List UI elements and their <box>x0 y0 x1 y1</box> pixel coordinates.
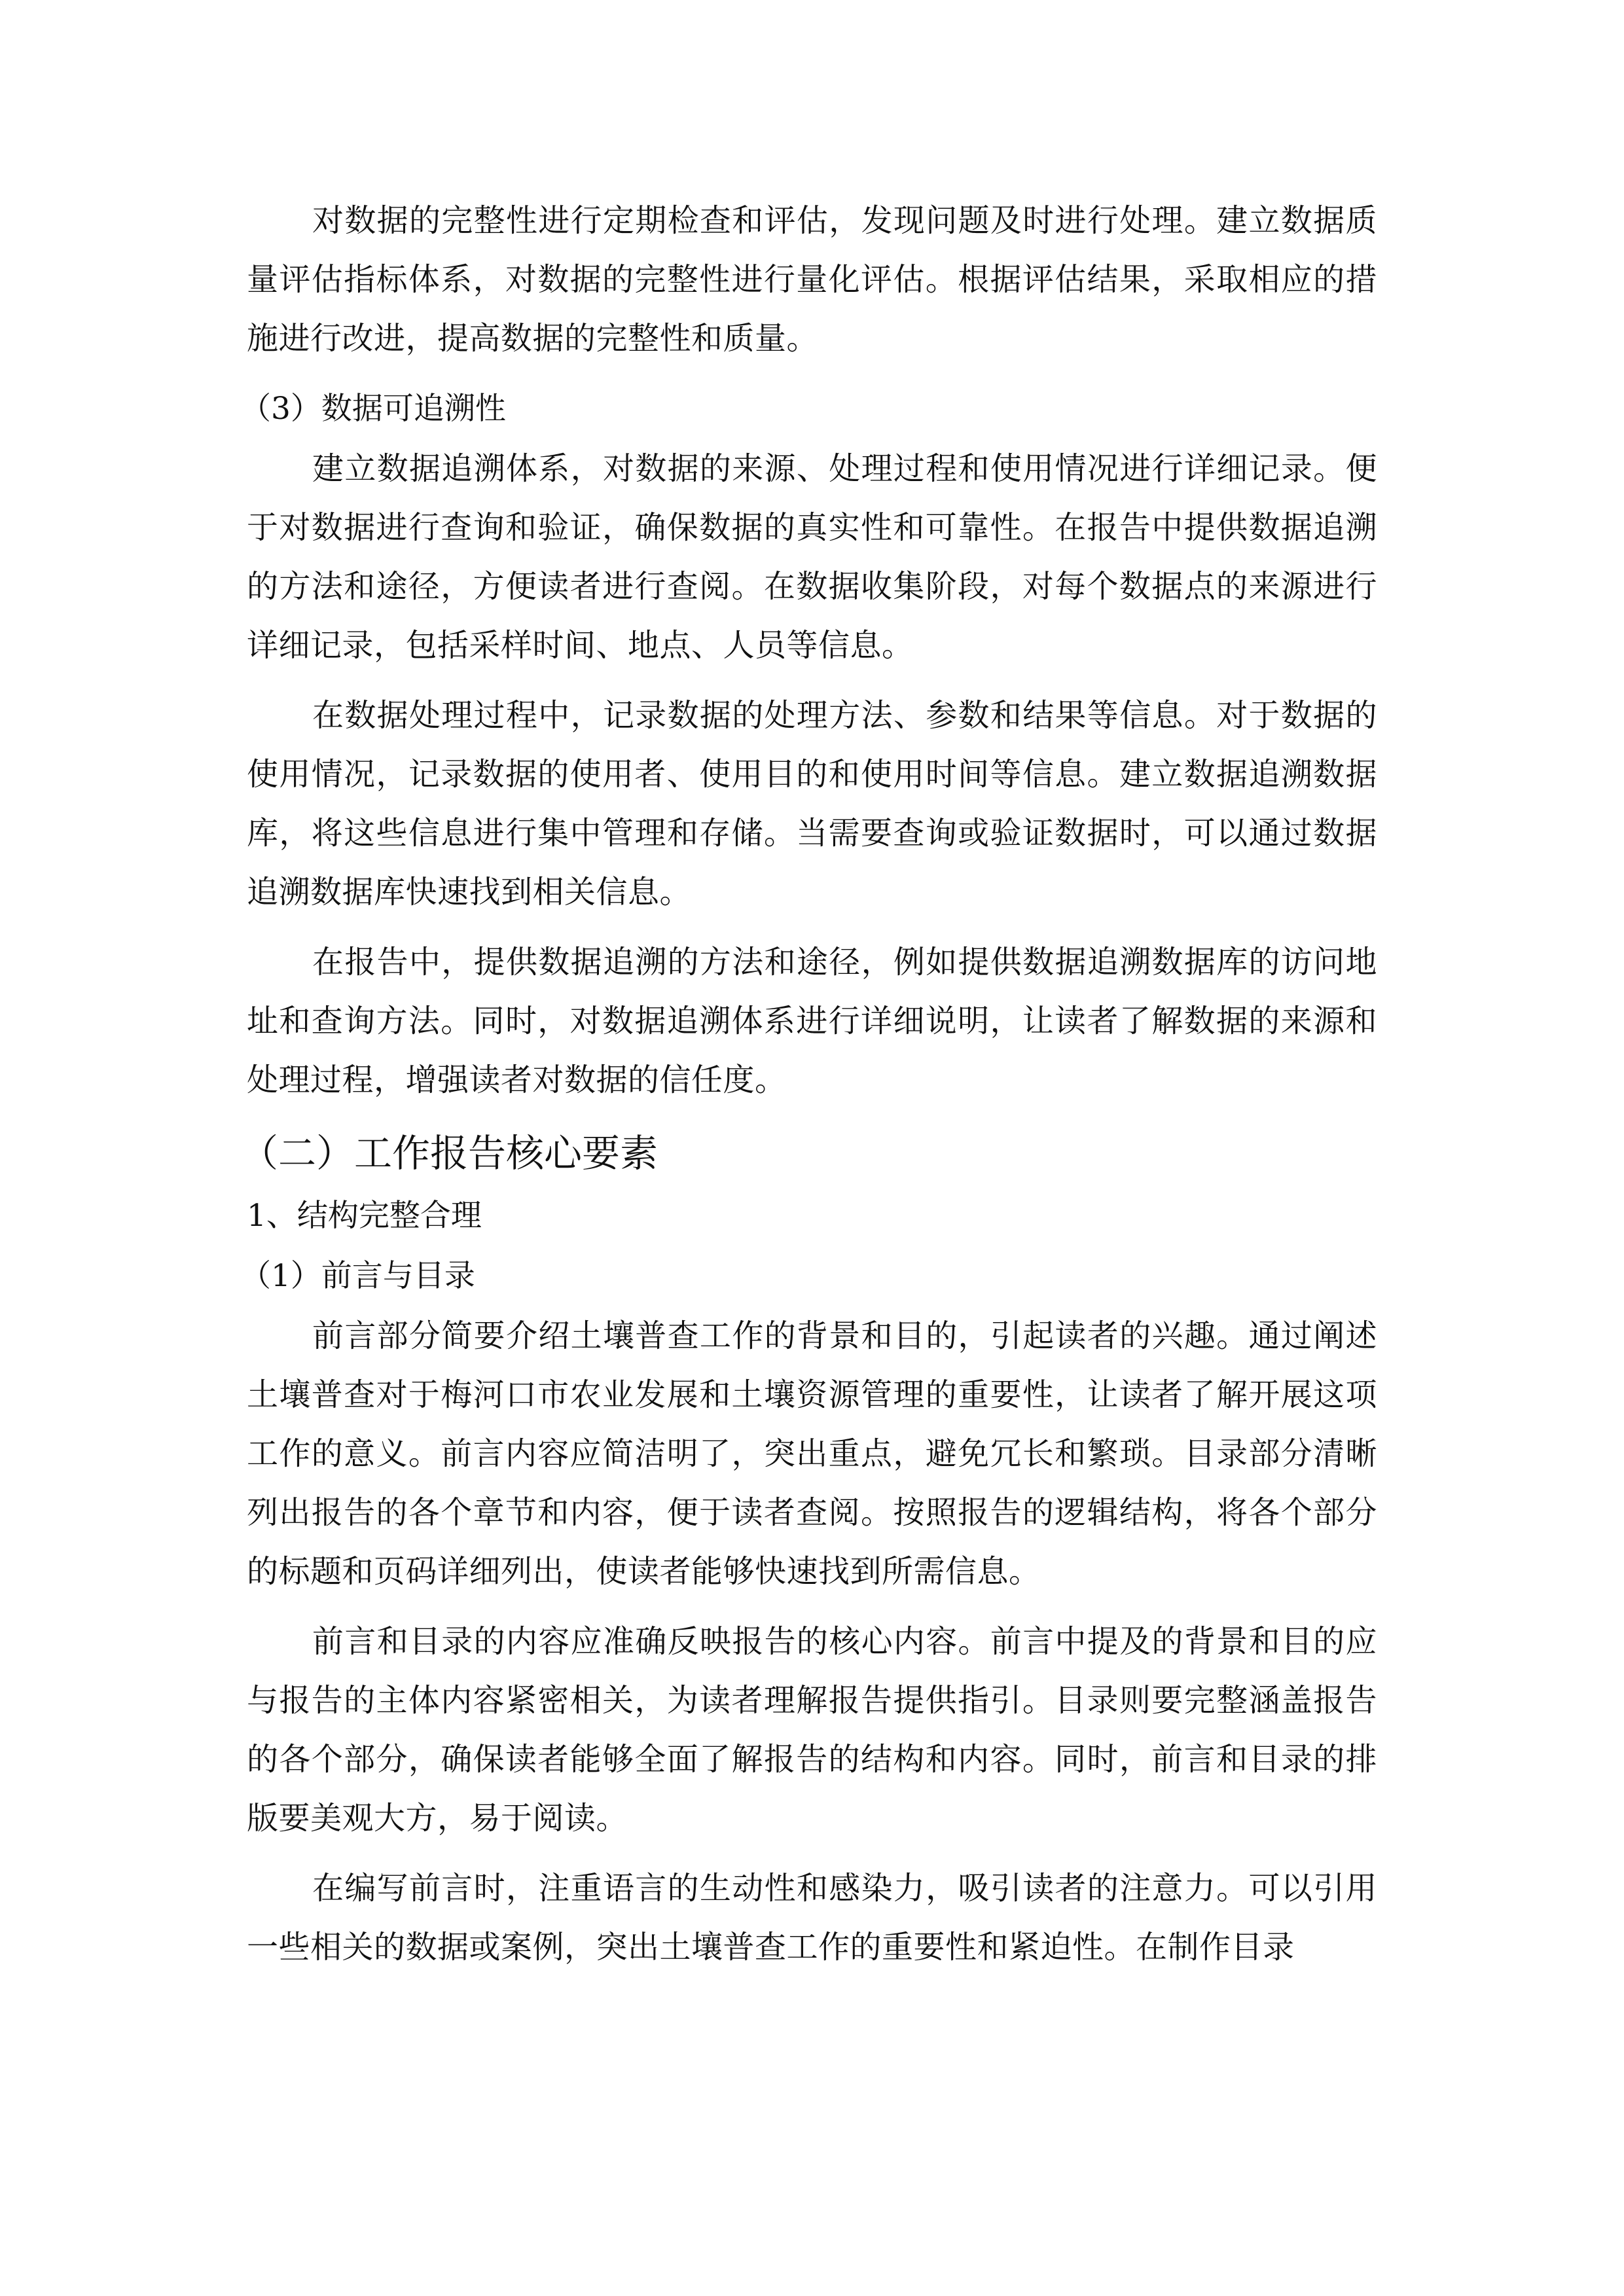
paragraph-data-integrity-review: 对数据的完整性进行定期检查和评估，发现问题及时进行处理。建立数据质量评估指标体系，对数据的完整性进行量化评估。根据评估结果，采取相应的措施进行改进，提高数据的完整性和质量。 <box>247 202 1377 357</box>
subheading-structure: 1、结构完整合理 <box>247 1198 482 1234</box>
paragraph-preface-intro: 前言部分简要介绍土壤普查工作的背景和目的，引起读者的兴趣。通过阐述土壤普查对于梅河口市农业发展和土壤资源管理的重要性，让读者了解开展这项工作的意义。前言内容应简洁明了，突出重点，避免冗长和繁琐。目录部分清晰列出报告的各个章节和内容，便于读者查阅。按照报告的逻辑结构，将各个部分的标题和页码详细列出，使读者能够快速找到所需信息。 <box>247 1318 1377 1590</box>
paragraph-traceability-system: 建立数据追溯体系，对数据的来源、处理过程和使用情况进行详细记录。便于对数据进行查询和验证，确保数据的真实性和可靠性。在报告中提供数据追溯的方法和途径，方便读者进行查阅。在数据收集阶段，对每个数据点的来源进行详细记录，包括采样时间、地点、人员等信息。 <box>247 450 1377 664</box>
subheading-data-traceability: （3）数据可追溯性 <box>240 391 506 427</box>
section-title-core-elements: （二）工作报告核心要素 <box>240 1131 659 1175</box>
paragraph-preface-writing: 在编写前言时，注重语言的生动性和感染力，吸引读者的注意力。可以引用一些相关的数据或案例，突出土壤普查工作的重要性和紧迫性。在制作目录 <box>247 1870 1377 1965</box>
paragraph-processing-records: 在数据处理过程中，记录数据的处理方法、参数和结果等信息。对于数据的使用情况，记录数据的使用者、使用目的和使用时间等信息。建立数据追溯数据库，将这些信息进行集中管理和存储。当需要查询或验证数据时，可以通过数据追溯数据库快速找到相关信息。 <box>247 697 1377 910</box>
paragraph-preface-toc-accuracy: 前言和目录的内容应准确反映报告的核心内容。前言中提及的背景和目的应与报告的主体内容紧密相关，为读者理解报告提供指引。目录则要完整涵盖报告的各个部分，确保读者能够全面了解报告的结构和内容。同时，前言和目录的排版要美观大方，易于阅读。 <box>247 1623 1377 1837</box>
subheading-preface-toc: （1）前言与目录 <box>240 1258 475 1294</box>
document-body <box>240 191 1377 1988</box>
paragraph-report-traceability: 在报告中，提供数据追溯的方法和途径，例如提供数据追溯数据库的访问地址和查询方法。同时，对数据追溯体系进行详细说明，让读者了解数据的来源和处理过程，增强读者对数据的信任度。 <box>247 944 1377 1098</box>
